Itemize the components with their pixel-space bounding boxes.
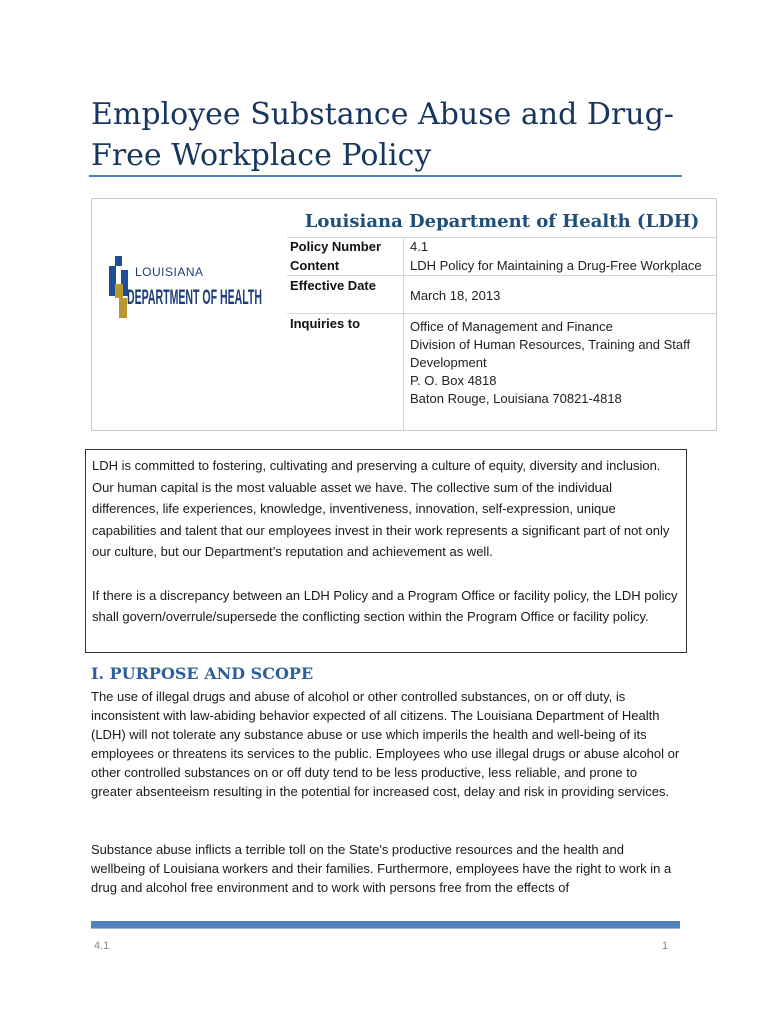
logo-bar-gold-mid xyxy=(115,284,123,298)
content-value: LDH Policy for Maintaining a Drug-Free Workplace xyxy=(410,258,702,273)
meta-divider xyxy=(287,313,717,314)
inquiries-address xyxy=(410,318,710,408)
title-line-1: Employee Substance Abuse and Drug- xyxy=(91,97,674,132)
logo-bottom-text: DEPARTMENT OF HEALTH xyxy=(127,286,262,309)
logo-bar-blue-top xyxy=(115,256,122,266)
inquiries-line: P. O. Box 4818 xyxy=(410,373,497,388)
meta-divider xyxy=(287,275,717,276)
logo-top-text: LOUISIANA xyxy=(135,265,204,279)
inquiries-line: Baton Rouge, Louisiana 70821-4818 xyxy=(410,391,622,406)
policy-number-value: 4.1 xyxy=(410,239,429,254)
inquiries-label: Inquiries to xyxy=(290,316,361,331)
effective-date-value: March 18, 2013 xyxy=(410,288,501,303)
intro-statement-box xyxy=(85,449,687,653)
footer-policy-number: 4.1 xyxy=(94,940,110,952)
intro-paragraph: LDH is committed to fostering, cultivating and preserving a culture of equity, diversity and inclusion. Our human capital is the most valuable asset we have. The collective sum of the individual differences, life experiences, knowledge, inventiveness, innovation, self-expression, unique capabilities and talent that our employees invest in their work represents a significant part of not only our culture, but our Department’s reputation and achievement as well. xyxy=(92,458,670,559)
ldh-logo xyxy=(109,256,264,320)
inquiries-line: Office of Management and Finance xyxy=(410,319,613,334)
policy-number-label: Policy Number xyxy=(290,239,382,254)
inquiries-line: Development xyxy=(410,355,487,370)
organization-name: Louisiana Department of Health (LDH) xyxy=(304,211,700,232)
effective-date-label: Effective Date xyxy=(290,278,376,293)
body-paragraph: The use of illegal drugs and abuse of alcohol or other controlled substances, on or off duty, is inconsistent with law-abiding behavior expected of all citizens. The Louisiana Department of Health (LDH) will not tolerate any substance abuse or use which imperils the health and well-being of its employees or threatens its services to the public. Employees who use illegal drugs or abuse alcohol or other controlled substances on or off duty tend to be less productive, less reliable, and prone to greater absenteeism resulting in the potential for increased cost, delay and risk in providing services. xyxy=(91,689,680,799)
content-label: Content xyxy=(290,258,340,273)
inquiries-line: Division of Human Resources, Training and Staff xyxy=(410,337,691,352)
meta-column-divider xyxy=(403,237,404,431)
page-number: 1 xyxy=(662,940,669,952)
title-underline xyxy=(89,175,682,177)
intro-paragraph: If there is a discrepancy between an LDH Policy and a Program Office or facility policy, the LDH policy shall govern/overrule/supersede the conflicting section within the Program Office or facility policy. xyxy=(92,587,678,624)
logo-bar-gold-bottom xyxy=(119,298,127,318)
meta-divider xyxy=(287,237,717,238)
document-title xyxy=(91,94,691,176)
title-line-2: Free Workplace Policy xyxy=(91,138,432,173)
section-heading-purpose: I. PURPOSE AND SCOPE xyxy=(91,664,314,683)
body-paragraph: Substance abuse inflicts a terrible toll on the State's productive resources and the health and wellbeing of Louisiana workers and their families. Furthermore, employees have the right to work in a drug and alcohol free environment and to work with persons free from the effects of xyxy=(91,842,672,895)
logo-bar-blue-left xyxy=(109,266,116,296)
footer-rule-light xyxy=(91,928,680,929)
footer-rule xyxy=(91,921,680,928)
